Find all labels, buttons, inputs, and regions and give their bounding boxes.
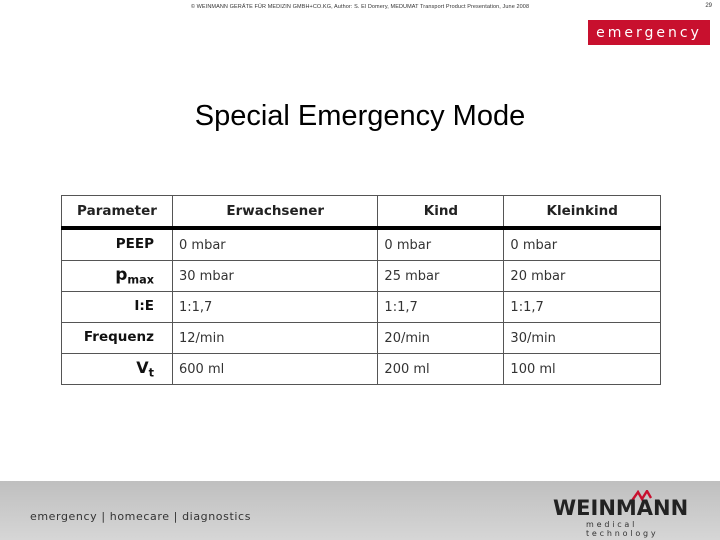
table-row <box>62 228 661 261</box>
row-label-vt <box>62 354 173 385</box>
logo-wordmark: WEINMANN <box>553 496 689 520</box>
table-cell: 100 ml <box>504 354 661 385</box>
column-header-kleinkind: Kleinkind <box>504 196 661 229</box>
table-cell: 0 mbar <box>378 228 504 261</box>
table-cell: 12/min <box>173 323 378 354</box>
row-label-text: p <box>115 265 128 286</box>
logo-tagline: medical technology <box>586 520 659 538</box>
page-number: 29 <box>705 3 712 9</box>
table-cell: 30/min <box>504 323 661 354</box>
footer-tagline: emergency | homecare | diagnostics <box>30 510 252 523</box>
table-cell: 30 mbar <box>173 261 378 292</box>
table-cell: 1:1,7 <box>173 292 378 323</box>
header-line: © WEINMANN GERÄTE FÜR MEDIZIN GMBH+CO.KG, Author: S. El Domery, MEDUMAT Transport Product Presentation, June 2008 <box>190 4 530 10</box>
row-label-text: V <box>136 358 149 378</box>
row-label-subscript: t <box>148 366 154 380</box>
table-cell: 0 mbar <box>173 228 378 261</box>
row-label-pmax <box>62 261 173 292</box>
row-label-subscript: max <box>127 273 154 287</box>
table-cell: 1:1,7 <box>504 292 661 323</box>
table-cell: 1:1,7 <box>378 292 504 323</box>
column-header-parameter: Parameter <box>62 196 173 229</box>
table-cell: 0 mbar <box>504 228 661 261</box>
emergency-badge: emergency <box>588 20 710 45</box>
table-cell: 25 mbar <box>378 261 504 292</box>
table-header-row <box>62 196 661 229</box>
table-row <box>62 261 661 292</box>
weinmann-logo <box>553 494 693 538</box>
row-label-frequenz <box>62 323 173 354</box>
table-cell: 20 mbar <box>504 261 661 292</box>
table-cell: 600 ml <box>173 354 378 385</box>
table-row <box>62 292 661 323</box>
row-label-text: PEEP <box>115 235 154 252</box>
table-row <box>62 323 661 354</box>
row-label-peep <box>62 228 173 261</box>
column-header-erwachsener: Erwachsener <box>173 196 378 229</box>
table-cell: 200 ml <box>378 354 504 385</box>
parameter-table <box>61 195 661 385</box>
table-row <box>62 354 661 385</box>
row-label-text: I:E <box>134 297 154 314</box>
footer-bar <box>0 481 720 540</box>
column-header-kind: Kind <box>378 196 504 229</box>
table-cell: 20/min <box>378 323 504 354</box>
page-title: Special Emergency Mode <box>194 100 526 132</box>
row-label-text: Frequenz <box>83 328 154 345</box>
row-label-ie <box>62 292 173 323</box>
